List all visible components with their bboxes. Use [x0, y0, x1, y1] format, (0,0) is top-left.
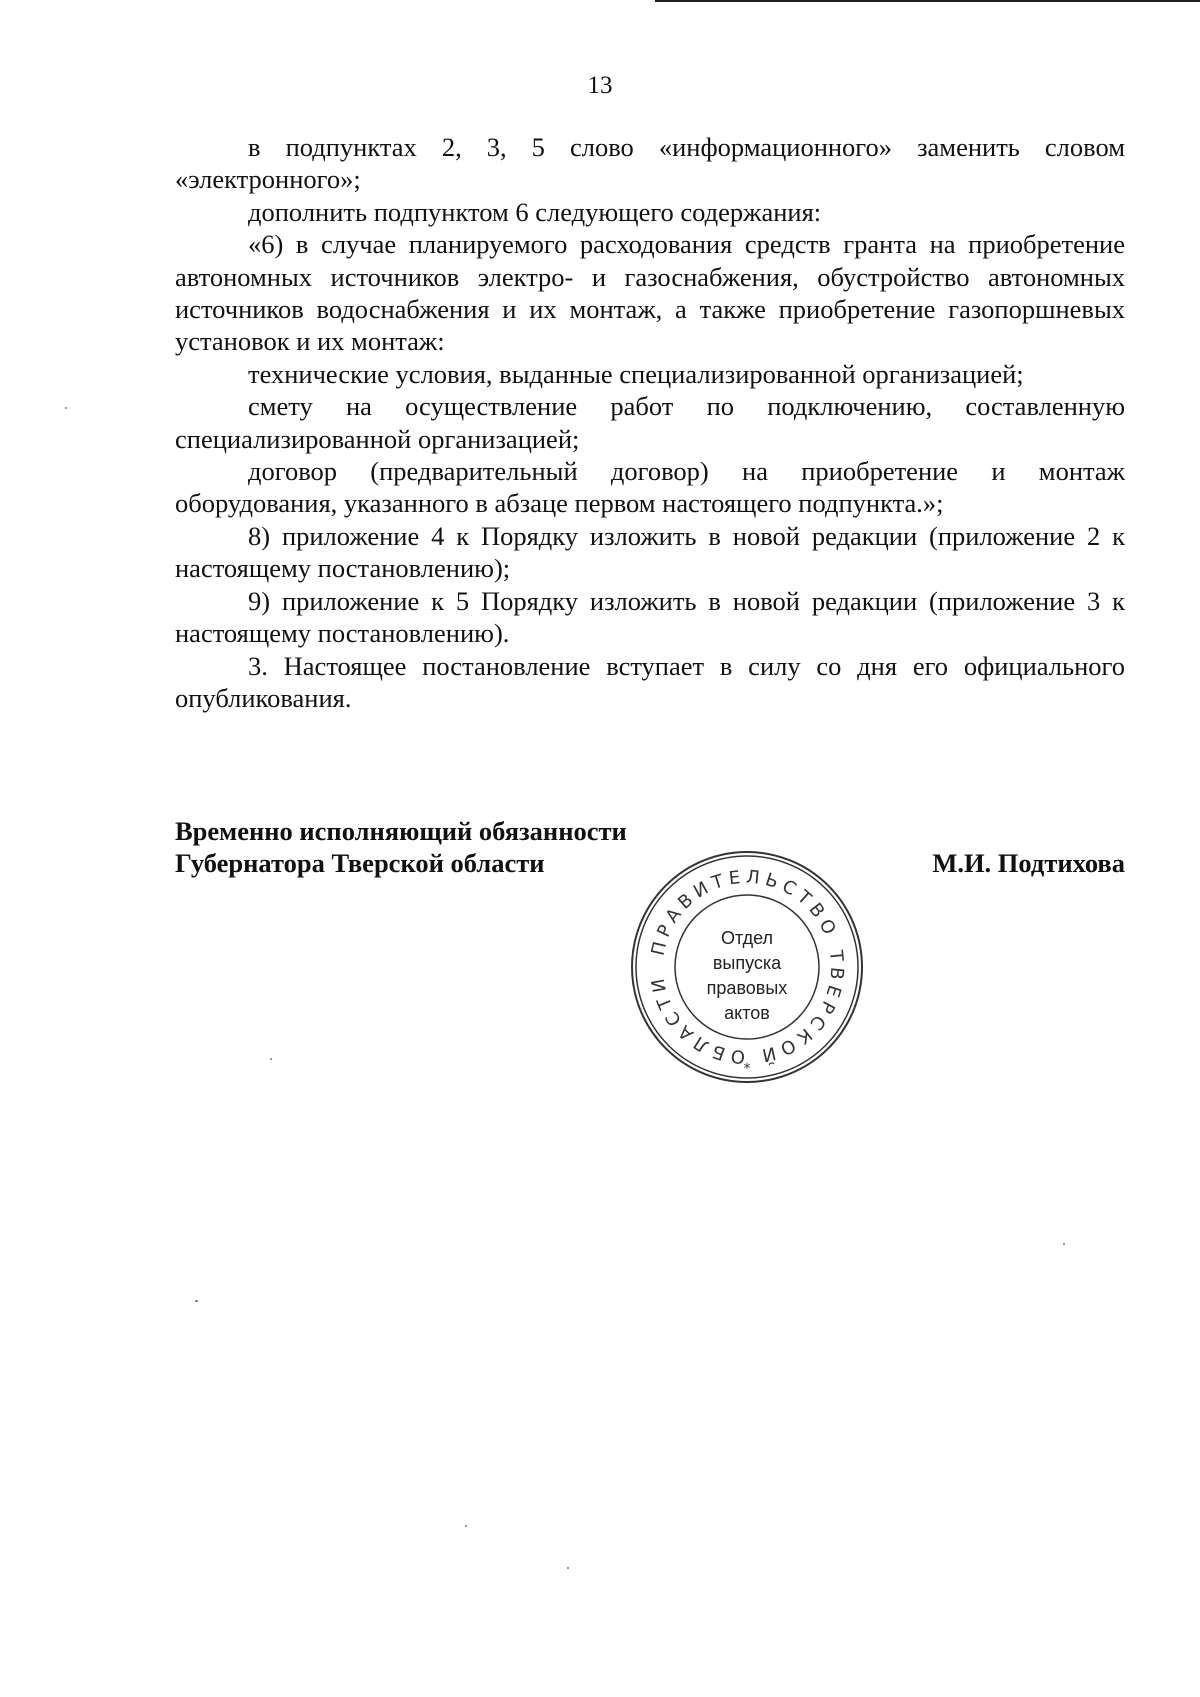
seal-center-line-1: Отдел	[720, 928, 774, 948]
scan-speck	[465, 1525, 467, 1527]
paragraph: 9) приложение к 5 Порядку изложить в новой редакции (приложение 3 к настоящему постановлению).	[175, 585, 1125, 649]
paragraph: «6) в случае планируемого расходования средств гранта на приобретение автономных источников электро- и газоснабжения, обустройство автономных источников водоснабжения и их монтаж, а также приобретение газопоршневых установок и их монтаж:	[175, 229, 1125, 357]
page-number: 13	[587, 72, 613, 99]
seal-center-line-2: выпуска	[712, 953, 782, 973]
signatory-position-line-2: Губернатора Тверской области	[175, 848, 545, 879]
paragraph: в подпунктах 2, 3, 5 слово «информационного» заменить словом «электронного»;	[175, 132, 1125, 195]
paragraph: технические условия, выданные специализированной организацией;	[248, 358, 1024, 389]
signatory-name: М.И. Подтихова	[932, 848, 1125, 879]
scan-speck	[270, 1058, 272, 1060]
seal-center-line-3: правовых	[706, 978, 788, 998]
paragraph: 3. Настоящее постановление вступает в силу со дня его официального опубликования.	[175, 650, 1125, 713]
paragraph: договор (предварительный договор) на приобретение и монтаж оборудования, указанного в абзаце первом настоящего подпункта.»;	[175, 456, 1125, 519]
scan-speck	[567, 1567, 569, 1569]
paragraph: дополнить подпунктом 6 следующего содержания:	[248, 196, 822, 227]
scan-speck	[1063, 1243, 1065, 1245]
top-border-line	[655, 0, 1200, 2]
seal-ring-text: ПРАВИТЕЛЬСТВО ТВЕРСКОЙ ОБЛАСТИ	[646, 866, 848, 1068]
seal-star: *	[743, 1061, 751, 1077]
paragraph: смету на осуществление работ по подключению, составленную специализированной организацией;	[175, 391, 1125, 454]
scan-speck	[195, 1300, 198, 1302]
seal-center-line-4: актов	[724, 1003, 770, 1023]
scan-speck	[65, 407, 67, 409]
paragraph: 8) приложение 4 к Порядку изложить в новой редакции (приложение 2 к настоящему постановлению);	[175, 520, 1125, 584]
signatory-position-line-1: Временно исполняющий обязанности	[175, 816, 627, 846]
document-body	[175, 131, 1125, 714]
official-seal-stamp	[627, 847, 867, 1087]
